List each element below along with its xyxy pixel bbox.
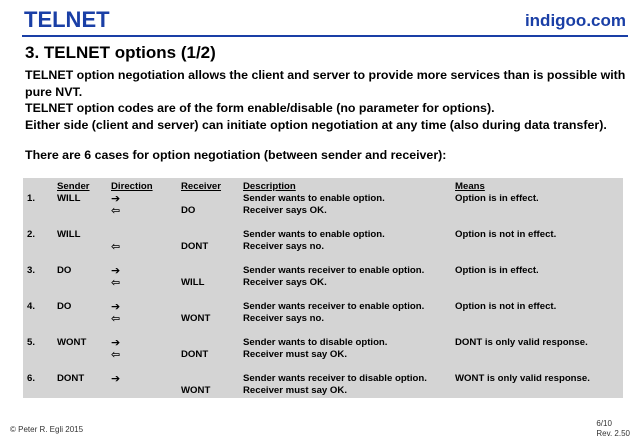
description-line: Receiver says OK. <box>243 277 327 288</box>
table-row <box>23 313 623 325</box>
means-value: Option is not in effect. <box>455 301 557 312</box>
col-header-description: Description <box>243 181 296 192</box>
paragraph: Either side (client and server) can initiate option negotiation at any time (also during data transfer). <box>25 117 607 132</box>
receiver-value: DONT <box>181 349 209 360</box>
means-value: Option is in effect. <box>455 265 539 276</box>
receiver-value: WONT <box>181 313 211 324</box>
arrow-left-icon: ⇦ <box>111 276 121 289</box>
description-line: Sender wants to enable option. <box>243 229 385 240</box>
revision: Rev. 2.50 <box>596 429 630 438</box>
description-line: Receiver must say OK. <box>243 385 347 396</box>
means-value: Option is in effect. <box>455 193 539 204</box>
header-divider <box>22 35 628 37</box>
table-row <box>23 205 623 217</box>
arrow-right-icon: ➔ <box>111 264 121 277</box>
case-number: 6. <box>27 373 36 384</box>
description-line: Sender wants to disable option. <box>243 337 388 348</box>
col-header-sender: Sender <box>57 181 90 192</box>
means-value: DONT is only valid response. <box>455 337 588 348</box>
table-row <box>23 349 623 361</box>
description-line: Sender wants receiver to disable option. <box>243 373 427 384</box>
sender-value: DO <box>57 265 72 276</box>
header-title: TELNET <box>24 7 110 32</box>
receiver-value: DO <box>181 205 196 216</box>
description-line: Receiver says OK. <box>243 205 327 216</box>
table-row <box>23 241 623 253</box>
body-text <box>25 67 633 164</box>
brand-logo-text: indigoo.com <box>524 11 626 30</box>
description-line: Receiver says no. <box>243 313 325 324</box>
table-row <box>23 385 623 397</box>
description-line: Receiver says no. <box>243 241 325 252</box>
sender-value: WILL <box>57 193 81 204</box>
arrow-left-icon: ⇦ <box>111 348 121 361</box>
slide-title: 3. TELNET options (1/2) <box>25 43 216 62</box>
sender-value: WONT <box>57 337 87 348</box>
case-number: 3. <box>27 265 36 276</box>
page-info <box>596 419 630 439</box>
case-number: 5. <box>27 337 36 348</box>
receiver-value: DONT <box>181 241 209 252</box>
arrow-right-icon: ➔ <box>111 300 121 313</box>
description-line: Sender wants to enable option. <box>243 193 385 204</box>
col-header-means: Means <box>455 181 485 192</box>
description-line: Sender wants receiver to enable option. <box>243 301 425 312</box>
arrow-left-icon: ⇦ <box>111 240 121 253</box>
sender-value: WILL <box>57 229 81 240</box>
case-number: 1. <box>27 193 36 204</box>
receiver-value: WILL <box>181 277 205 288</box>
arrow-right-icon: ➔ <box>111 336 121 349</box>
arrow-right-icon: ➔ <box>111 372 121 385</box>
arrow-right-icon: ➔ <box>111 192 121 205</box>
means-value: Option is not in effect. <box>455 229 557 240</box>
sender-value: DONT <box>57 373 85 384</box>
arrow-left-icon: ⇦ <box>111 204 121 217</box>
table-row <box>23 373 623 385</box>
description-line: Sender wants receiver to enable option. <box>243 265 425 276</box>
means-value: WONT is only valid response. <box>455 373 590 384</box>
paragraph: TELNET option codes are of the form enable/disable (no parameter for options). <box>25 101 495 115</box>
case-number: 2. <box>27 229 36 240</box>
receiver-value: WONT <box>181 385 211 396</box>
paragraph: TELNET option negotiation allows the client and server to provide more services than is possible with pure NVT. <box>25 68 626 99</box>
paragraph: There are 6 cases for option negotiation (between sender and receiver): <box>25 148 447 162</box>
col-header-receiver: Receiver <box>181 181 222 192</box>
description-line: Receiver must say OK. <box>243 349 347 360</box>
copyright-text: © Peter R. Egli 2015 <box>10 425 84 434</box>
sender-value: DO <box>57 301 72 312</box>
arrow-left-icon: ⇦ <box>111 312 121 325</box>
col-header-direction: Direction <box>111 181 153 192</box>
table-row <box>23 277 623 289</box>
page-number: 6/10 <box>596 419 612 428</box>
option-cases-table <box>23 178 623 398</box>
case-number: 4. <box>27 301 36 312</box>
